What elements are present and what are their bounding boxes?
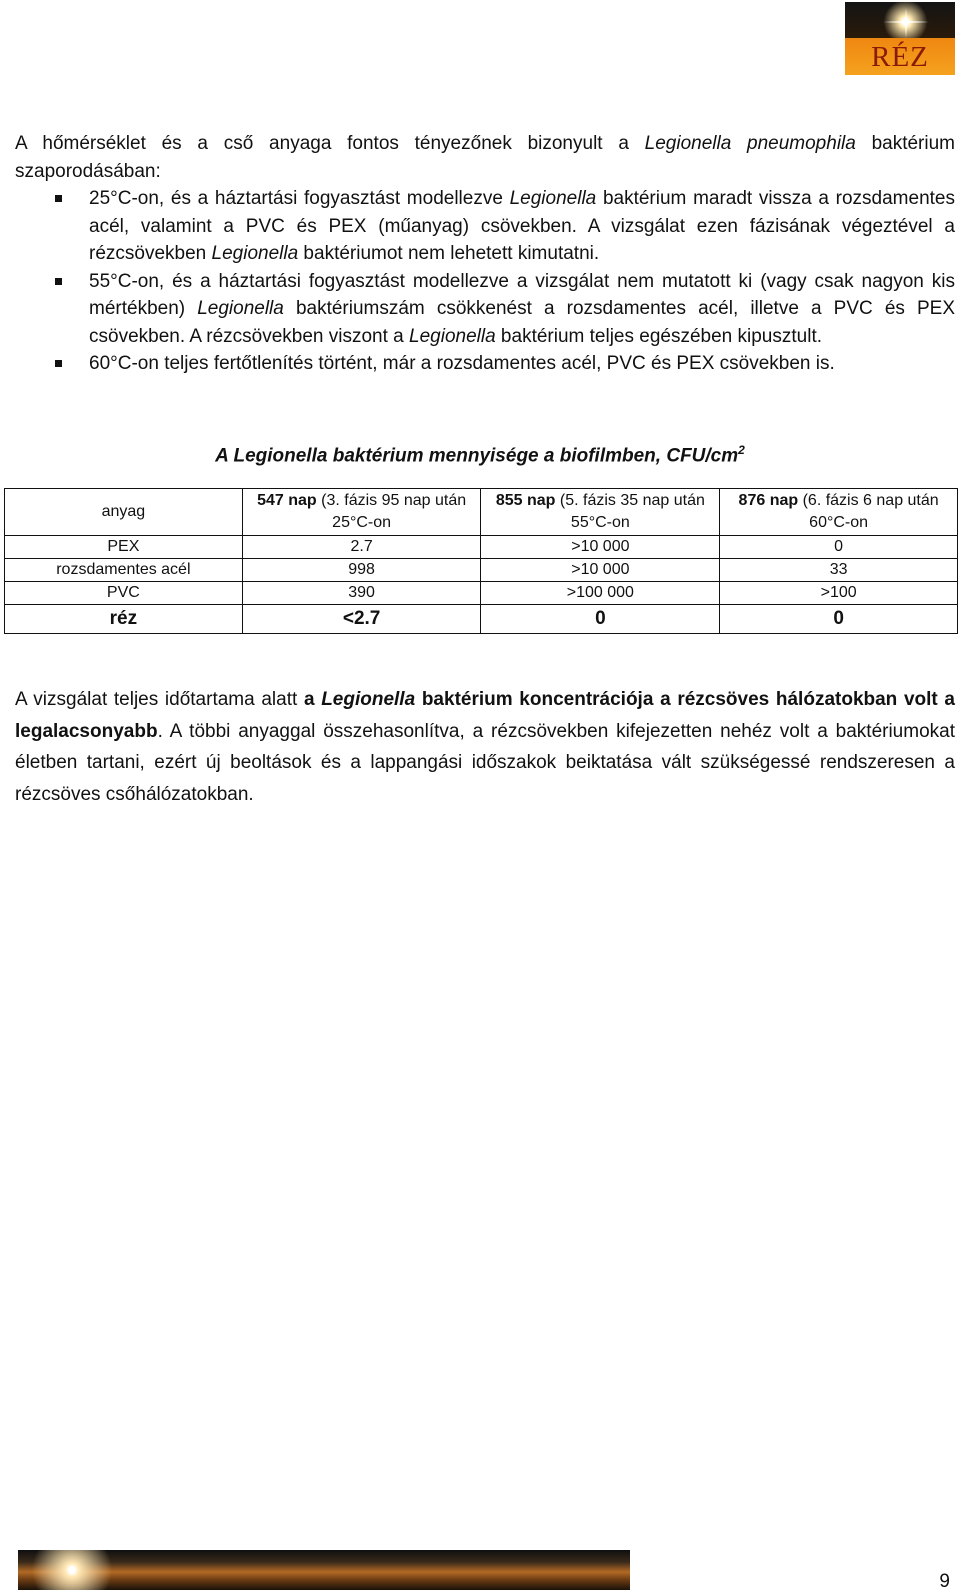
bullet-text: baktérium teljes egészében kipusztult. [495, 325, 822, 347]
intro-paragraph [15, 130, 955, 185]
table-cell: PEX [5, 536, 243, 559]
logo-spark-vertical [905, 8, 907, 38]
header-phase: (6. fázis 6 nap után 60°C-on [798, 492, 939, 531]
list-item [15, 350, 955, 378]
header-days: 876 nap [738, 492, 799, 509]
header-phase: (5. fázis 35 nap után 55°C-on [555, 492, 705, 531]
bullet-square-icon [55, 278, 62, 285]
intro-species: Legionella pneumophila [644, 133, 856, 154]
bullet-square-icon [55, 195, 62, 202]
bullet-text: 60°C-on teljes fertőtlenítés történt, már a rozsdamentes acél, PVC és PEX csövekben is. [89, 353, 835, 374]
findings-list [15, 185, 955, 378]
table-cell: 0 [481, 605, 720, 634]
header-cell-876 [720, 489, 958, 536]
table-row [5, 536, 958, 559]
table-header-row [5, 489, 958, 536]
table-cell: 33 [720, 559, 958, 582]
logo-glow [845, 2, 955, 38]
conclusion-bold: a [303, 689, 322, 710]
table-cell: >100 000 [481, 582, 720, 605]
bullet-square-icon [55, 360, 62, 367]
table-cell: PVC [5, 582, 243, 605]
header-phase: (3. fázis 95 nap után 25°C-on [316, 492, 467, 531]
footer-glow [18, 1550, 138, 1590]
conclusion-bold: baktérium koncentrációja a rézcsöves hálózatokban volt a legalacsonyabb [15, 689, 955, 742]
table-cell: 998 [242, 559, 481, 582]
conclusion-text: . A többi anyaggal összehasonlítva, a rézcsövekben kifejezetten nehéz volt a baktériumokat életben tartani, ezért új beoltások és a lappangási időszakok beiktatása vált szükségessé rendszeresen a rézcsöves csőhálózatokban. [15, 720, 955, 805]
bullet-species: Legionella [197, 298, 284, 319]
table-cell: >10 000 [481, 559, 720, 582]
table-row-copper [5, 605, 958, 634]
table-cell: 390 [242, 582, 481, 605]
table-title-text: A Legionella baktérium mennyisége a biofilmben, CFU/cm [215, 445, 739, 467]
table-title-superscript: 2 [738, 443, 745, 457]
bullet-text: 55°C-on, és a háztartási fogyasztást modellezve a vizsgálat nem mutatott ki (vagy csak nagyon kis mértékben) [89, 270, 955, 319]
table-title [0, 435, 960, 471]
bullet-species: Legionella [211, 243, 299, 264]
footer-bar [18, 1550, 630, 1590]
bullet-text: 25°C-on, és a háztartási fogyasztást modellezve [89, 188, 510, 209]
bullet-text: baktériumszám csökkenést a rozsdamentes acél, illetve a PVC és PEX csövekben. A rézcsövekben viszont a [89, 298, 956, 347]
legionella-table [4, 488, 958, 634]
table-cell: réz [5, 605, 243, 634]
conclusion-text: A vizsgálat teljes időtartama alatt [15, 689, 304, 710]
page-number: 9 [939, 1571, 950, 1592]
table-cell: <2.7 [242, 605, 481, 634]
bullet-species: Legionella [409, 325, 496, 347]
table-cell: 0 [720, 536, 958, 559]
list-item [15, 185, 955, 268]
header-days: 855 nap [495, 492, 556, 509]
bullet-text: baktériumot nem lehetett kimutatni. [298, 243, 600, 264]
conclusion-species: Legionella [321, 689, 416, 710]
list-item [15, 268, 955, 351]
rez-logo [845, 2, 955, 75]
table-cell: rozsdamentes acél [5, 559, 243, 582]
table-cell: >100 [720, 582, 958, 605]
table-row [5, 582, 958, 605]
bullet-text: baktérium maradt vissza a rozsdamentes acél, valamint a PVC és PEX (műanyag) csövekben. A vizsgálat ezen fázisának végeztével a rézcsövekben [89, 188, 955, 264]
header-cell-855 [481, 489, 720, 536]
header-days: 547 nap [257, 492, 317, 509]
header-cell-material: anyag [5, 489, 243, 536]
header-cell-547 [242, 489, 481, 536]
table-row [5, 559, 958, 582]
conclusion-paragraph [15, 684, 955, 810]
logo-text: RÉZ [871, 41, 929, 73]
intro-text-3: baktérium szaporodásában: [15, 133, 955, 182]
table-cell: >10 000 [481, 536, 720, 559]
table-cell: 0 [720, 605, 958, 634]
bullet-species: Legionella [509, 188, 597, 209]
intro-text-1: A hőmérséklet és a cső anyaga fontos tényezőnek bizonyult a [15, 133, 645, 154]
table-cell: 2.7 [242, 536, 481, 559]
